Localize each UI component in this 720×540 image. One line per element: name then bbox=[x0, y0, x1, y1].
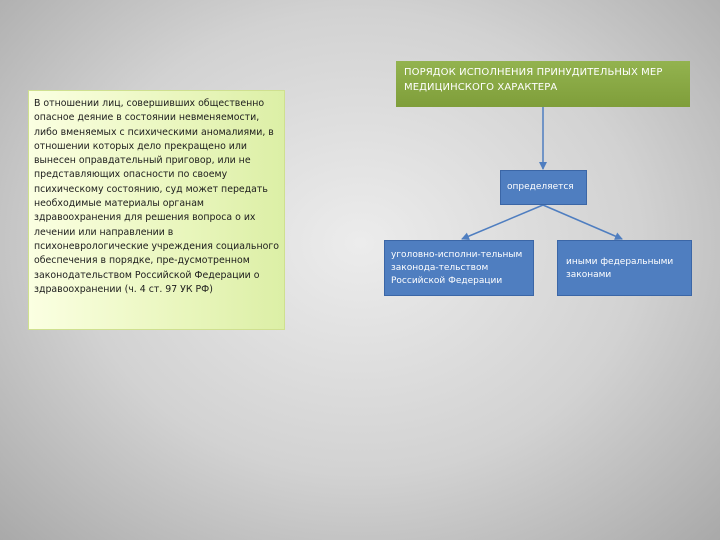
right-branch-node bbox=[557, 240, 692, 296]
right-branch-label: иными федеральными законами bbox=[566, 257, 674, 280]
middle-node-label: определяется bbox=[507, 182, 574, 192]
middle-node bbox=[500, 170, 587, 205]
diagram-title: ПОРЯДОК ИСПОЛНЕНИЯ ПРИНУДИТЕЛЬНЫХ МЕР МЕДИЦИНСКОГО ХАРАКТЕРА bbox=[404, 67, 663, 93]
connector-middle-to-left bbox=[462, 205, 543, 239]
legal-note-text: В отношении лиц, совершивших общественно опасное деяние в состоянии невменяемости, либо вменяемых с психическими аномалиями, в отношении которых дело прекращено или вынесен оправдательный приговор, или не представляющих опасности по своему психическому состоянию, суд может передать необходимые материалы органам здравоохранения для решения вопроса о их лечении или направлении в психоневрологические учреждения социального обеспечения в порядке, пре-дусмотренном законодательством Российской Федерации о здравоохранении (ч. 4 ст. 97 УК РФ) bbox=[34, 98, 279, 295]
left-branch-label: уголовно-исполни-тельным законода-тельством Российской Федерации bbox=[391, 250, 523, 286]
left-branch-node bbox=[384, 240, 534, 296]
connector-middle-to-right bbox=[543, 205, 622, 239]
diagram-title-box bbox=[396, 61, 690, 107]
